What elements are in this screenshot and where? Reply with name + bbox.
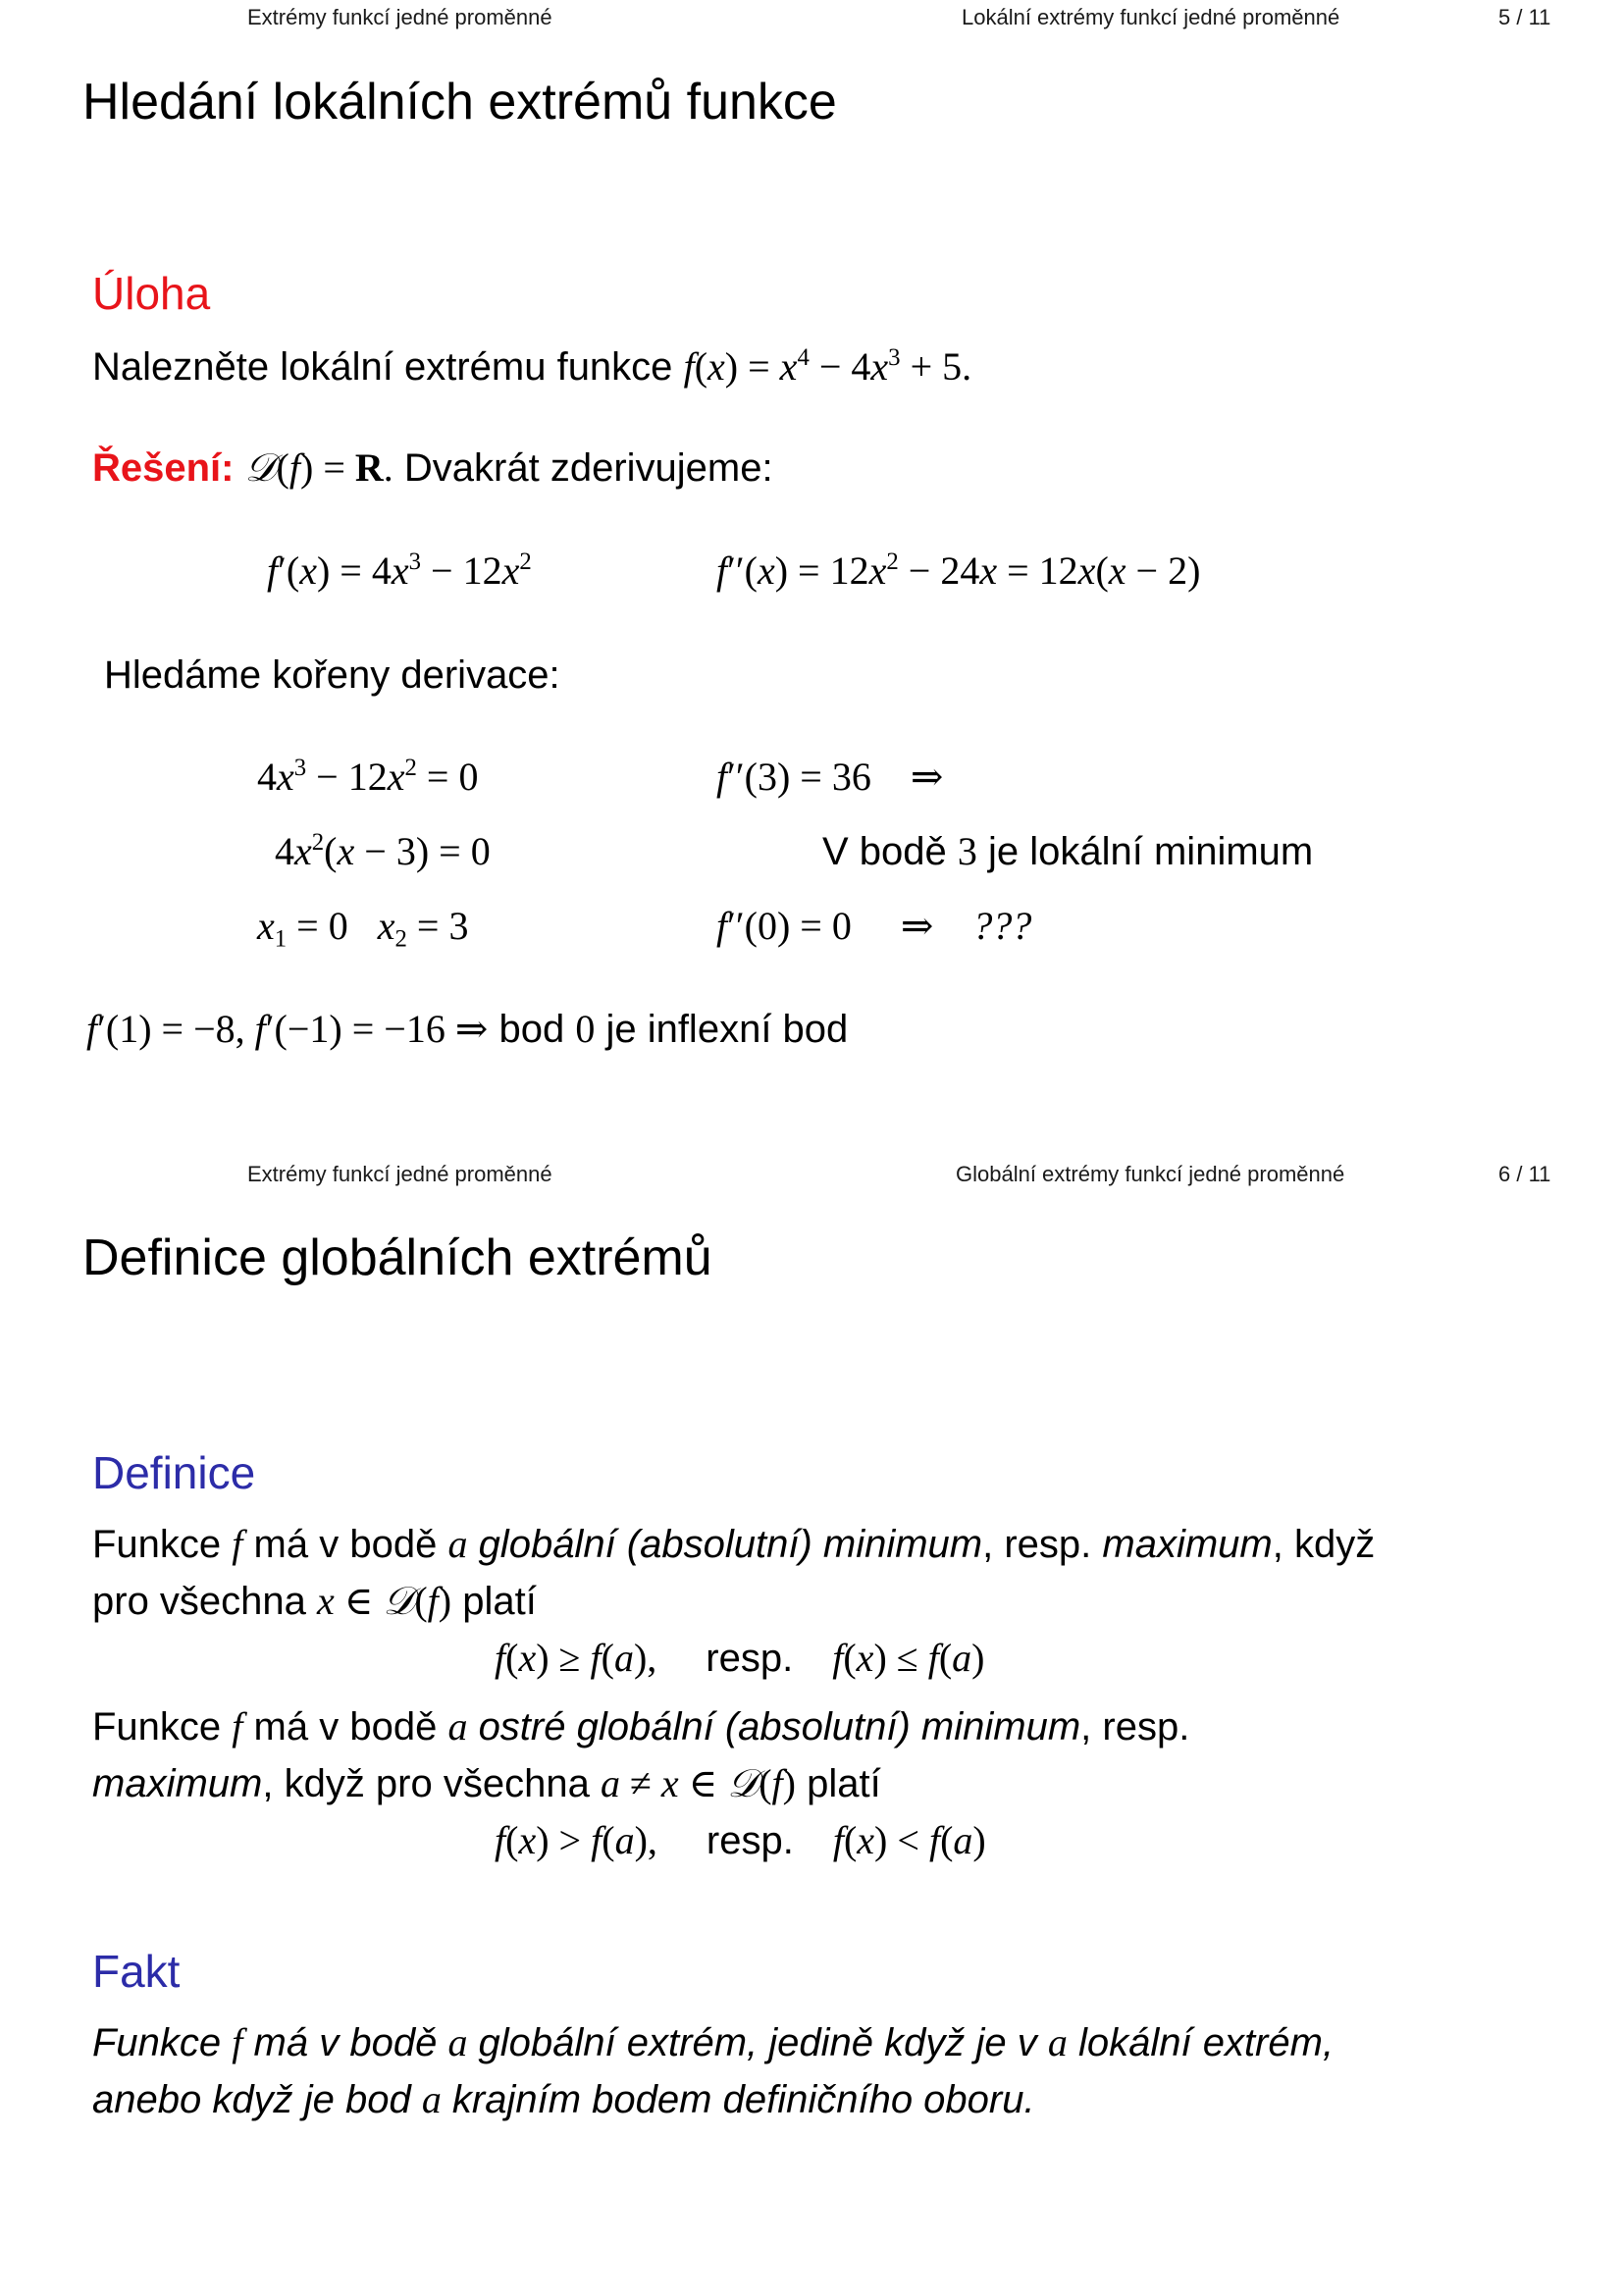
fact-line-2: anebo když je bod a krajním bodem definičního oboru. [92, 2077, 1035, 2121]
header-subsection: Globální extrémy funkcí jedné proměnné [956, 1162, 1345, 1186]
second-derivative-at-0: f′′(0) = 0 ⇒ ??? [716, 904, 1032, 948]
header-section: Extrémy funkcí jedné proměnné [247, 5, 552, 29]
equation-2: $4x^2(x - 3) = 0$ [275, 829, 491, 873]
task-block-title: Úloha [92, 268, 211, 319]
slide-6 [0, 1148, 1623, 2296]
local-minimum-note: V bodě 3 je lokální minimum [822, 829, 1314, 873]
header-subsection: Lokální extrémy funkcí jedné proměnné [962, 5, 1340, 29]
task-statement [92, 343, 971, 390]
first-derivative: $f'(x) = 4x^3 - 12x^2$ [267, 548, 532, 593]
page-number: 5 / 11 [1498, 5, 1551, 29]
inflection-conclusion: f′(1) = −8, f′(−1) = −16 ⇒ bod 0 je inflexní bod [86, 1007, 849, 1051]
definition-line-3: Funkce f má v bodě a ostré globální (absolutní) minimum, resp. [92, 1704, 1190, 1748]
fact-block-title: Fakt [92, 1946, 181, 1997]
definition-line-4: maximum, když pro všechna a ≠ x ∈ 𝒟(f) platí [92, 1761, 881, 1806]
definition-formula-1: f(x) ≥ f(a), resp. f(x) ≤ f(a) [495, 1636, 985, 1680]
task-formula: $f(x) = x^4 - 4x^3 + 5$. [683, 344, 972, 389]
solution-text: Dvakrát zderivujeme: [403, 446, 773, 490]
solution-label: Řešení: [92, 446, 235, 490]
roots-label: Hledáme kořeny derivace: [104, 653, 560, 697]
definition-formula-2: f(x) > f(a), resp. f(x) < f(a) [495, 1818, 986, 1862]
task-text: Nalezněte lokální extrému funkce [92, 345, 673, 389]
slide-title: Definice globálních extrémů [82, 1229, 712, 1286]
equation-3: $x_1 = 0$ $x_2 = 3$ [257, 904, 469, 953]
definition-line-1: Funkce f má v bodě a globální (absolutní) minimum, resp. maximum, když [92, 1522, 1376, 1566]
solution-line [92, 444, 773, 491]
header-section: Extrémy funkcí jedné proměnné [247, 1162, 552, 1186]
slide-title: Hledání lokálních extrémů funkce [82, 74, 837, 130]
fact-line-1: Funkce f má v bodě a globální extrém, jedině když je v a lokální extrém, [92, 2020, 1335, 2064]
definition-line-2: pro všechna x ∈ 𝒟(f) platí [92, 1579, 537, 1624]
equation-1: $4x^3 - 12x^2 = 0$ [257, 755, 479, 799]
definition-block-title: Definice [92, 1447, 256, 1498]
second-derivative-at-3: f′′(3) = 36 ⇒ [716, 755, 944, 799]
page-number: 6 / 11 [1498, 1162, 1551, 1186]
solution-formula: 𝒟(f) = R. [244, 445, 393, 491]
second-derivative: $f''(x) = 12x^2 - 24x = 12x(x - 2)$ [716, 548, 1201, 593]
